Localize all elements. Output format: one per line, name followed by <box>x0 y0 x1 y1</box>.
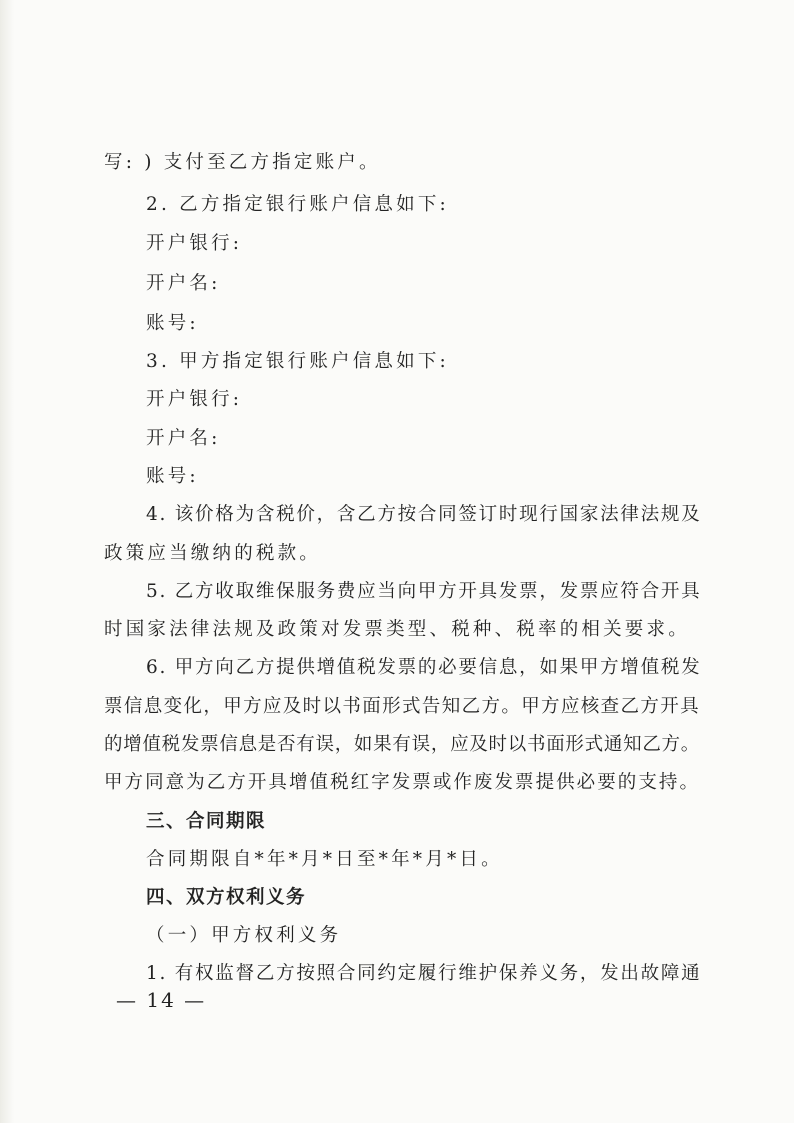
text-line-6: 3. 甲方指定银行账户信息如下: <box>146 351 449 372</box>
text-line-7: 开户银行: <box>146 389 243 410</box>
text-line-8: 开户名: <box>146 428 221 449</box>
text-line-17: 甲方同意为乙方开具增值税红字发票或作废发票提供必要的支持。 <box>104 772 700 793</box>
text-line-16: 的增值税发票信息是否有误，如果有误，应及时以书面形式通知乙方。 <box>104 734 700 755</box>
page-number: — 14 — <box>116 988 207 1012</box>
scan-edge-shadow <box>0 0 14 1123</box>
text-line-15: 票信息变化，甲方应及时以书面形式告知乙方。甲方应核查乙方开具 <box>104 696 700 717</box>
text-line-9: 账号: <box>146 466 199 487</box>
text-line-contract-term: 合同期限自*年*月*日至*年*月*日。 <box>146 849 503 870</box>
section-heading-rights-obligations: 四、双方权利义务 <box>146 887 307 908</box>
text-line-12: 5. 乙方收取维保服务费应当向甲方开具发票，发票应符合开具 <box>146 581 702 602</box>
text-line-4: 开户名: <box>146 273 221 294</box>
text-line-1: 写: ) 支付至乙方指定账户。 <box>104 152 381 173</box>
subsection-heading-party-a: （一）甲方权利义务 <box>146 925 342 946</box>
text-line-10: 4. 该价格为含税价，含乙方按合同签订时现行国家法律法规及 <box>146 504 702 525</box>
text-line-14: 6. 甲方向乙方提供增值税发票的必要信息，如果甲方增值税发 <box>146 657 702 678</box>
section-heading-contract-term: 三、合同期限 <box>146 811 267 832</box>
text-line-11: 政策应当缴纳的税款。 <box>104 543 322 564</box>
text-line-13: 时国家法律法规及政策对发票类型、税种、税率的相关要求。 <box>104 619 690 640</box>
text-line-item-1: 1. 有权监督乙方按照合同约定履行维护保养义务，发出故障通 <box>146 963 702 984</box>
text-line-2: 2. 乙方指定银行账户信息如下: <box>146 194 449 215</box>
text-line-3: 开户银行: <box>146 233 243 254</box>
text-line-5: 账号: <box>146 313 199 334</box>
